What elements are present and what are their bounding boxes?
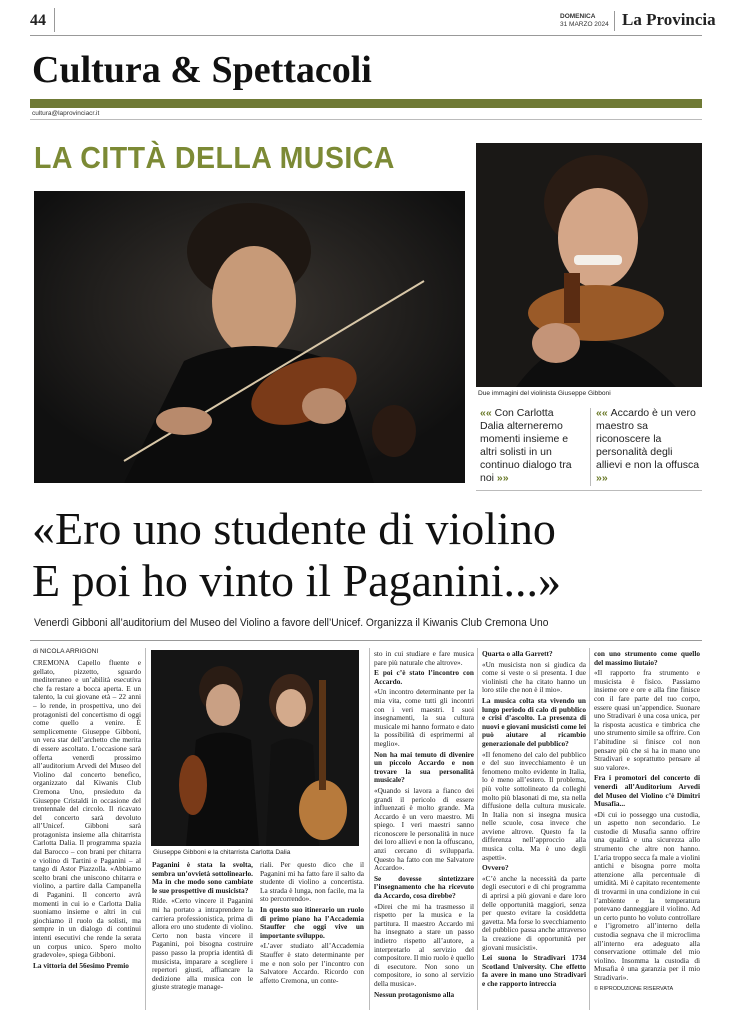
article-paragraph: «Il fenomeno del calo del pubblico e del suo invecchiamento è un fenomeno molto evidente in Italia, lo è meno all’estero. Il problema, più volte sottolineato da colleghi molto più blasonati di me, sta nella diffusione della cultura musicale. In Italia non si insegna musica nelle scuole, cosa invece che avviene altrove. Questo fa la differenza nell’approccio alla musica colta. Ma è uno degli aspetti». [482, 749, 586, 862]
quote-close-icon: »» [596, 472, 608, 484]
article-paragraph: «Di cui io posseggo una custodia, un aspetto non secondario. Le custodie di Musafia sanno offrire una qualità e una sicurezza allo strumento che altre non hanno. L’aria troppo secca fa male a violini antichi e bisogna porre molta attenzione alla percentuale di umidità. Mi è capitato recentemente di trovarmi in una condizione in cui l’ambiente e la temperatura potevano danneggiare il violino. Ad un certo punto ho voluto controllare e l’igrometro all’interno della custodia segnava che il microclima all’interno era adeguato alla conservazione ottimale del mio violino. Insomma la custodia di Musafia è una garanzia per il mio Stradivari». [594, 809, 700, 982]
quote-open-icon: «« [596, 407, 611, 419]
duo-photo [151, 650, 359, 846]
edition-date: 31 MARZO 2024 [560, 21, 609, 28]
quote-open-icon: «« [480, 407, 495, 419]
article-column-6 [594, 650, 700, 995]
article-question: Non ha mai temuto di divenire un piccolo Accardo e non trovare la sua personalità musicale? [374, 749, 474, 785]
photo-caption-top: Due immagini del violinista Giuseppe Gibboni [478, 390, 611, 397]
article-paragraph: «Un incontro determinante per la mia vita, come tutti gli incontri con i veri maestri. I suoi insegnamenti, la sua cultura musicale mi hanno formato e dato la possibilità di esprimermi al meglio». [374, 687, 474, 748]
article-paragraph: «Un musicista non si giudica da come si veste o si presenta. I due violinisti che ha citato hanno un loro stile che non è il mio». [482, 659, 586, 695]
subheadline-rule [30, 640, 702, 641]
article-column-5 [482, 650, 586, 991]
article-paragraph: «Direi che mi ha trasmesso il rispetto per la musica e la partitura. Il maestro Accardo mi ha insegnato a stare un passo indietro rispetto all’autore, a interpretarlo al servizio del compositore. Il mio ruolo è quello di esecutore. Non sono un compositore, io sono al servizio della musica». [374, 901, 474, 988]
article-question: Nessun protagonismo alla [374, 989, 455, 999]
quote-close-icon: »» [494, 472, 509, 484]
article-column-4 [374, 650, 474, 1001]
pull-quote-divider [590, 408, 591, 486]
article-paragraph: CREMONA Capello fluente e gellato, pizzetto, sguardo mediterraneo e un’abilità esecutiva che fa restare a bocca aperta. E un talento, la cui giovane età – 22 anni – lo rende, in prospettiva, uno dei protagonisti del concertismo di oggi come quello a venire. È semplicemente Giuseppe Gibboni, un vera star dell’archetto che merita di essere ascoltato. L’occasione sarà offerta venerdì prossimo all’auditorium Arvedi del Museo del Violino dal concerto benefico, organizzato dal Kiwanis Club Cremona Uno, presieduto da Giuseppe Cristaldi in occasione del trentennale del circolo. Il ricavato del concerto sarà devoluto all’Unicef. Gibboni sarà protagonista insieme alla chitarrista Carlotta Dalia. Il programma spazia dal Barocco – con brani per chitarra e violino di Tartini e Paganini – al tango di Astor Piazzolla. «Abbiamo scelto brani che uniscono chitarra e violino, a partire dalla Campanella di Paganini. Il concerto avrà momenti in cui io e Carlotta Dalia suoniamo insieme e altri in cui giochiamo il ruolo da solisti, ma sempre in un dialogo di continui intenti esecutivi che rende la serata un corpus unico. Spero molto gradevole», spiega Gibboni. [33, 658, 141, 960]
column-rule [369, 648, 370, 1010]
copyright-notice: © RIPRODUZIONE RISERVATA [594, 985, 674, 992]
violinist-photo-main [34, 191, 465, 483]
page-number: 44 [30, 12, 46, 29]
article-question: Ovvero? [482, 863, 509, 873]
headline [32, 503, 712, 607]
section-thin-rule [30, 119, 702, 120]
article-column-1 [33, 659, 141, 972]
article-column-2 [152, 861, 253, 994]
kicker: LA CITTÀ DELLA MUSICA [34, 140, 395, 175]
article-paragraph: «C’è anche la necessità da parte degli esecutori e di chi programma di aprirsi a più giovani e dare loro delle opportunità maggiori, senza per questo evitare la cosiddetta gavetta. Ma forse lo svecchiamento del pubblico passa anche attraverso la creazione di opportunità per giovani musicisti». [482, 873, 586, 952]
violinist-illustration [34, 191, 465, 483]
article-paragraph: Ride. «Certo vincere il Paganini mi ha portato a intraprendere la carriera professionistica, prima di allora ero uno studente di violino. Certo non basta vincere il Paganini, poi bisogna costruire passo passo la propria identità di musicista, imparare a scegliere i repertori giusti, affiancare la dedizione alla musica con le giuste strategie manage- [152, 896, 253, 992]
column-rule [589, 648, 590, 1010]
section-title: Cultura & Spettacoli [32, 49, 372, 91]
article-paragraph: riali. Per questo dico che il Paganini mi ha fatto fare il salto da studente di violino a concertista. La strada è lunga, non facile, ma la sto percorrendo». [260, 860, 364, 904]
article-question: Se dovesse sintetizzare l’insegnamento che ha ricevuto da Accardo, cosa direbbe? [374, 873, 474, 901]
duo-illustration [151, 650, 359, 846]
article-paragraph: «Quando si lavora a fianco dei grandi il pericolo di essere influenzati è molto grande. Ma Accardo è un vero maestro. Mi spiego. I veri maestri sanno riconoscere le personalità in nuce dei loro allievi e non la offuscano, anzi cercano di svilupparla. Questo ha fatto con me Salvatore Accardo». [374, 785, 474, 873]
article-question: Lei suona lo Stradivari 1734 Scotland University. Che effetto fa avere in mano uno Stradivari e che rapporto intreccia [482, 953, 586, 988]
headline-line-1: «Ero uno studente di violino [32, 503, 556, 554]
article-paragraph: «Il rapporto fra strumento e musicista è fisico. Passiamo insieme ore e ore e alla fine finisce con il fare parte del tuo corpo, essere quasi un’appendice. Suonare uno Stradivari è una cosa unica, per la risposta acustica e timbrica che uno strumento simile sa offrire. Con l’abitudine si finisce col non pensare più che si ha in mano uno Stradivari e soprattutto pensare al suo valore». [594, 668, 700, 772]
smiling-violinist-illustration [476, 143, 702, 387]
pull-quote-1 [480, 407, 580, 485]
edition-rule [614, 11, 615, 31]
edition-day: DOMENICA [560, 13, 596, 20]
pull-quote-1-text: Con Carlotta Dalia alterneremo momenti insieme e altri solisti in un continuo dialogo tra noi [480, 407, 572, 484]
photo-caption-bottom: Giuseppe Gibboni e la chitarrista Carlotta Dalia [153, 849, 291, 856]
article-question: In questo suo itinerario un ruolo di primo piano ha l’Accademia Stauffer che oggi vive un importante sviluppo. [260, 904, 364, 940]
section-email: cultura@laprovinciacr.it [32, 110, 100, 117]
article-column-3 [260, 861, 364, 987]
pull-quote-bottom-rule [476, 490, 702, 491]
article-question: La musica colta sta vivendo un lungo periodo di calo di pubblico e crisi d’ascolto. La presenza di nuovi e giovani musicisti come lei può aiutare al ricambio generazionale del pubblico? [482, 695, 586, 748]
article-paragraph: «L’aver studiato all’Accademia Stauffer è stato determinante per me e non solo per l’incontro con Salvatore Accardo. Ricordo con affetto Cremona, un conte- [260, 941, 364, 985]
subheadline: Venerdì Gibboni all’auditorium del Museo del Violino a favore dell’Unicef. Organizza il Kiwanis Club Cremona Uno [34, 617, 549, 629]
article-question: La vittoria del 56esimo Premio [33, 960, 129, 970]
section-rule [30, 99, 702, 108]
column-rule [145, 648, 146, 1010]
article-question: con uno strumento come quello del massimo liutaio? [594, 649, 700, 667]
violinist-photo-side [476, 143, 702, 387]
headline-line-2: E poi ho vinto il Paganini...» [32, 555, 561, 606]
page-header [30, 8, 716, 36]
pull-quote-2-text: Accardo è un vero maestro sa riconoscere la personalità degli allievi e non la offusca [596, 407, 700, 471]
page-number-rule [54, 8, 55, 32]
article-question: Quarta o alla Garrett? [482, 649, 553, 658]
article-question: Fra i promotori del concerto di venerdì all’Auditorium Arvedi del Museo del Violino c’è Dimitri Musafia... [594, 773, 700, 809]
article-paragraph: sto in cui studiare e fare musica pare più naturale che altrove». [374, 649, 474, 667]
byline: di NICOLA ARRIGONI [33, 648, 99, 655]
column-rule [477, 648, 478, 1010]
article-question: Paganini è stata la svolta, sembra un’ovvietà sottolinearlo. Ma in che modo sono cambiate le sue prospettive di musicista? [152, 860, 253, 895]
pull-quote-2 [596, 407, 700, 485]
article-question: E poi c’è stato l’incontro con Accardo. [374, 668, 474, 686]
masthead: La Provincia [622, 10, 716, 29]
